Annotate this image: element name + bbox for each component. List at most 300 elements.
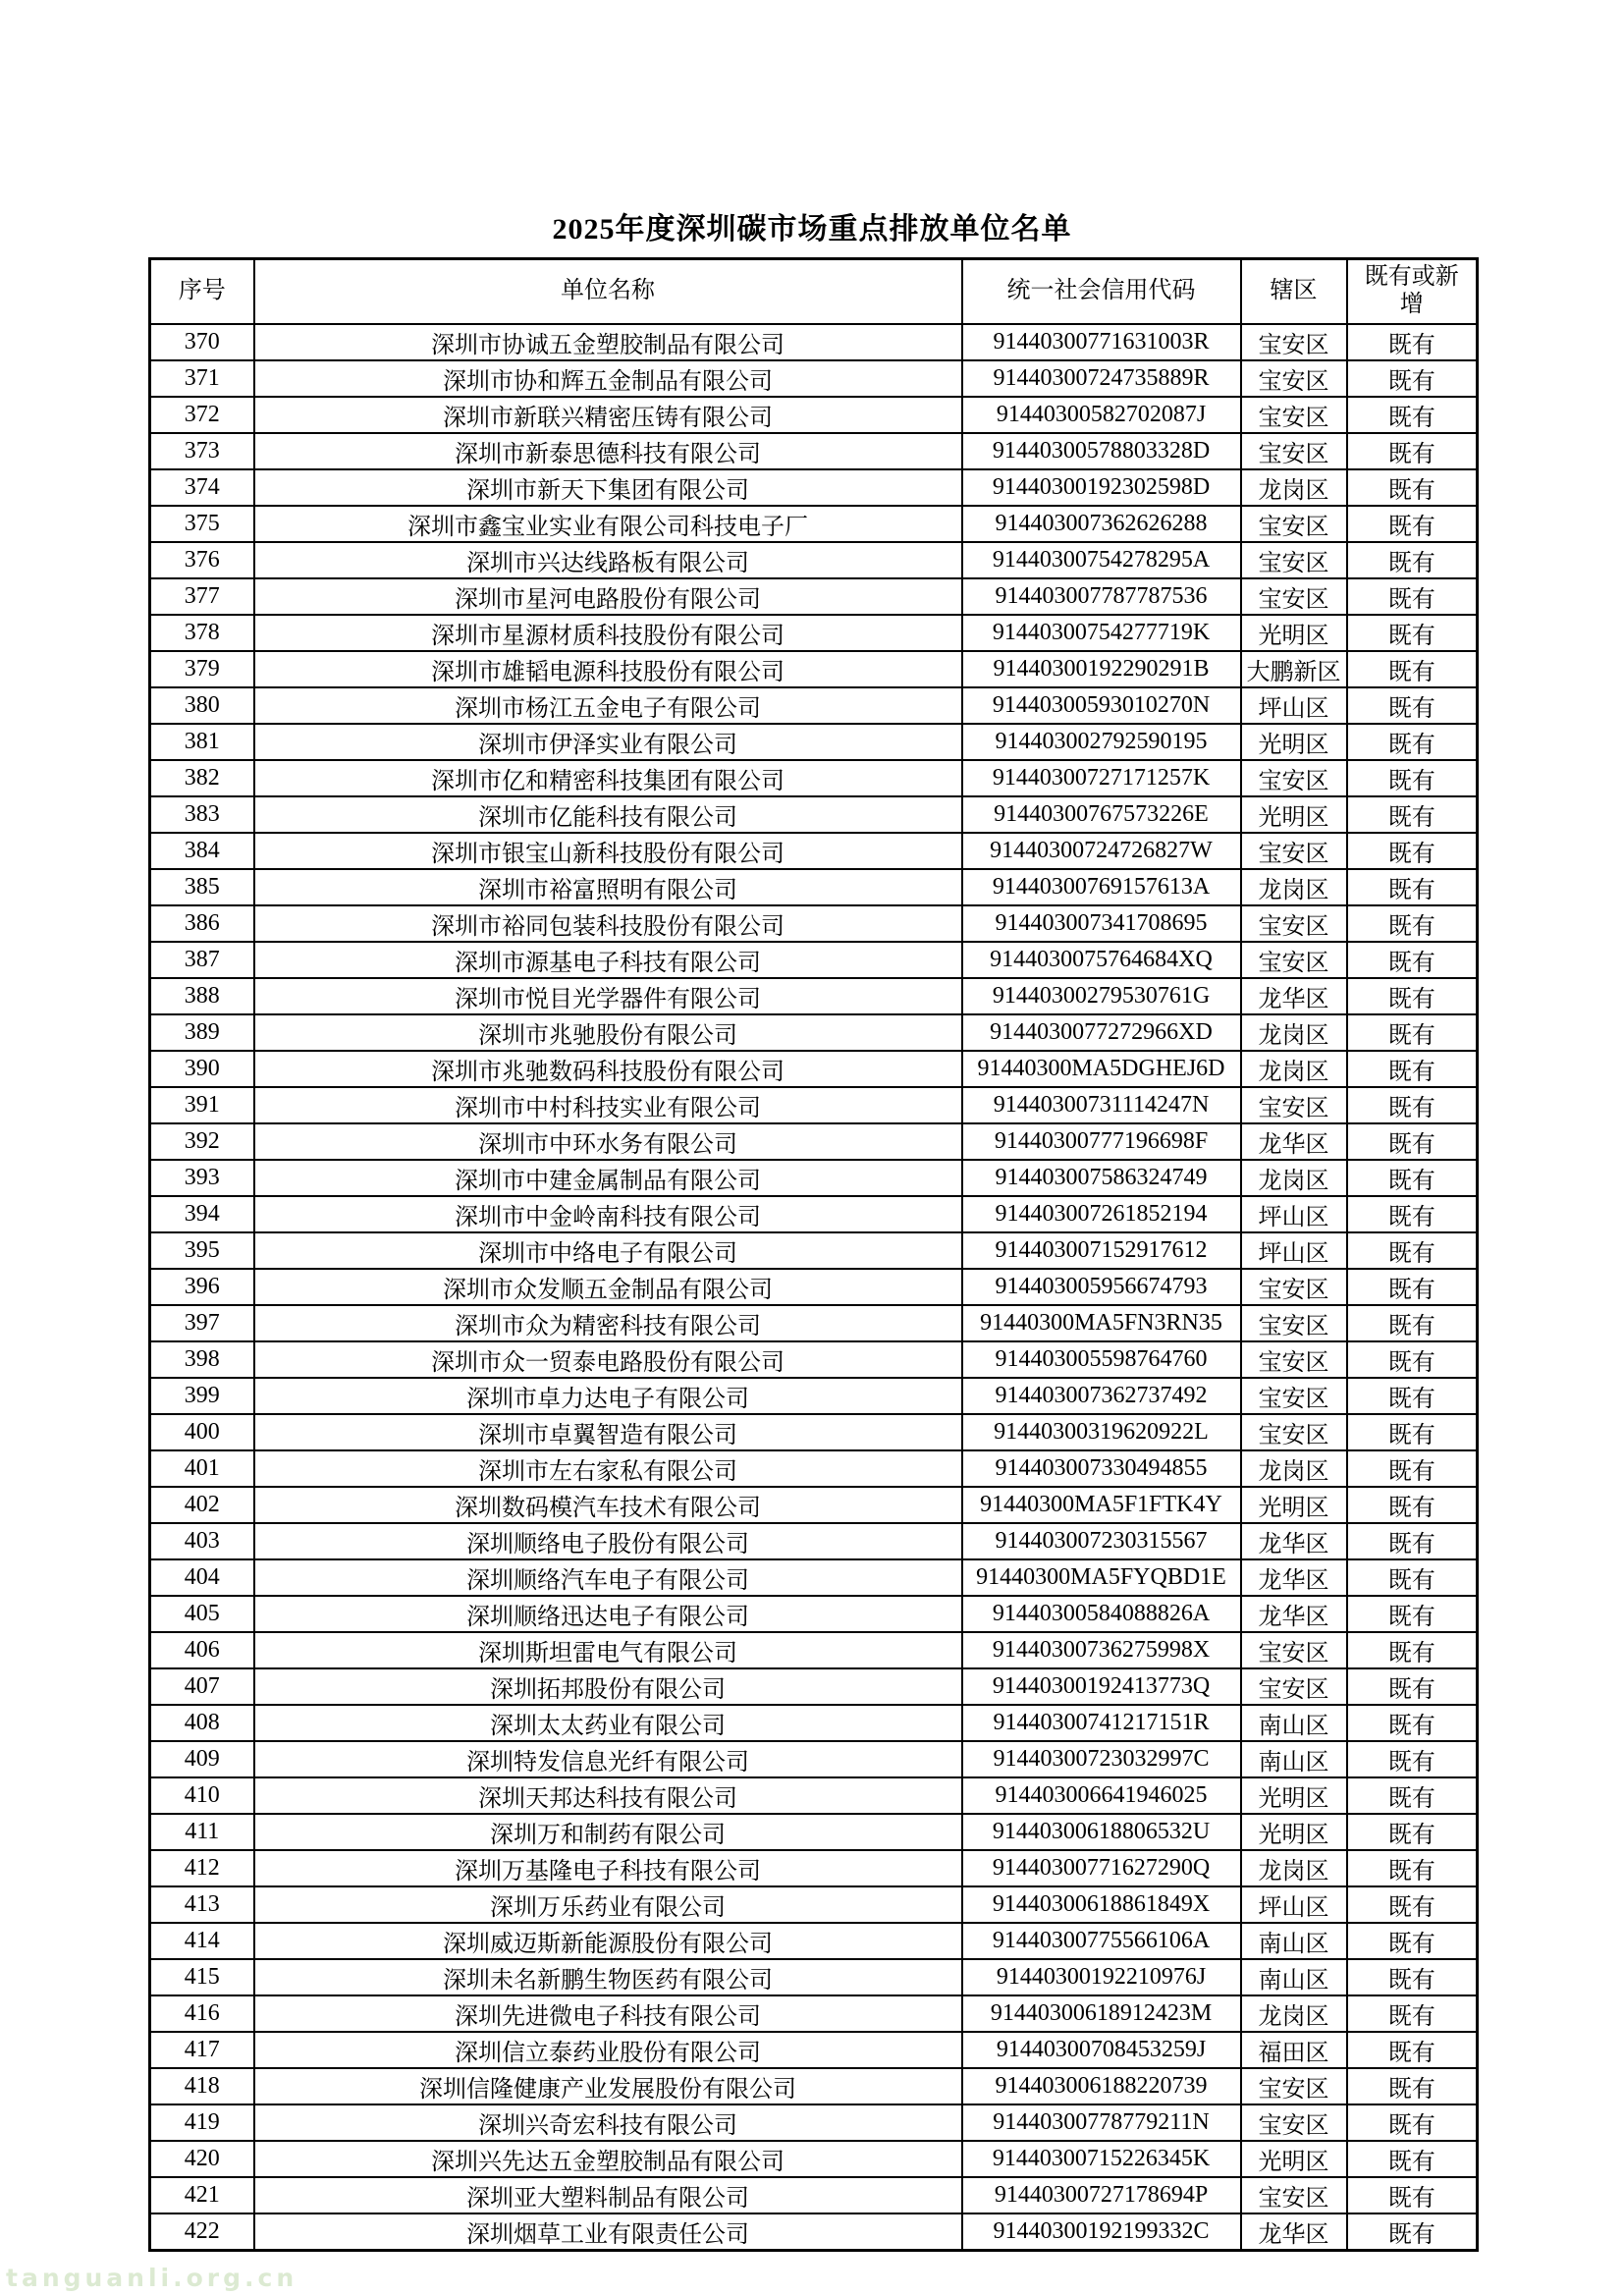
cell-name: 深圳万和制药有限公司 [254,1814,962,1850]
cell-code: 9144030075764684XQ [962,942,1241,978]
cell-index: 411 [150,1814,254,1850]
cell-index: 397 [150,1305,254,1341]
cell-status: 既有 [1347,1814,1478,1850]
cell-district: 光明区 [1241,724,1347,760]
cell-code: 91440300584088826A [962,1596,1241,1632]
cell-code: 914403007362737492 [962,1378,1241,1414]
cell-name: 深圳斯坦雷电气有限公司 [254,1632,962,1668]
cell-code: 91440300192210976J [962,1959,1241,1995]
cell-name: 深圳市银宝山新科技股份有限公司 [254,833,962,869]
cell-index: 390 [150,1051,254,1087]
table-row [150,905,1478,942]
header-index-label: 序号 [178,277,226,303]
cell-district: 宝安区 [1241,542,1347,578]
cell-code: 914403007362626288 [962,506,1241,542]
header-name-label: 单位名称 [561,277,655,303]
cell-name: 深圳市亿能科技有限公司 [254,796,962,833]
cell-code: 91440300192290291B [962,651,1241,687]
cell-status: 既有 [1347,2141,1478,2177]
table-row [150,2141,1478,2177]
cell-index: 396 [150,1269,254,1305]
header-code [962,259,1241,324]
cell-name: 深圳数码模汽车技术有限公司 [254,1487,962,1523]
cell-index: 404 [150,1559,254,1596]
cell-name: 深圳市新泰思德科技有限公司 [254,433,962,469]
table-row [150,833,1478,869]
cell-district: 光明区 [1241,796,1347,833]
table-row [150,469,1478,506]
cell-code: 9144030077272966XD [962,1014,1241,1051]
cell-code: 91440300618861849X [962,1886,1241,1923]
cell-status: 既有 [1347,578,1478,615]
cell-district: 坪山区 [1241,1886,1347,1923]
cell-code: 91440300754278295A [962,542,1241,578]
table-row [150,1269,1478,1305]
cell-status: 既有 [1347,978,1478,1014]
cell-district: 宝安区 [1241,1414,1347,1450]
cell-district: 宝安区 [1241,760,1347,796]
cell-name: 深圳市众为精密科技有限公司 [254,1305,962,1341]
cell-code: 914403005598764760 [962,1341,1241,1378]
cell-index: 419 [150,2104,254,2141]
table-row [150,724,1478,760]
cell-status: 既有 [1347,2032,1478,2068]
cell-district: 宝安区 [1241,2177,1347,2213]
cell-district: 南山区 [1241,1741,1347,1777]
cell-district: 龙华区 [1241,1596,1347,1632]
cell-code: 914403002792590195 [962,724,1241,760]
table-row [150,2213,1478,2251]
cell-code: 91440300MA5F1FTK4Y [962,1487,1241,1523]
cell-code: 914403007586324749 [962,1160,1241,1196]
cell-code: 91440300578803328D [962,433,1241,469]
cell-name: 深圳市新天下集团有限公司 [254,469,962,506]
cell-index: 409 [150,1741,254,1777]
table-row [150,1051,1478,1087]
cell-index: 413 [150,1886,254,1923]
cell-index: 378 [150,615,254,651]
header-row [150,259,1478,324]
cell-district: 宝安区 [1241,324,1347,360]
cell-index: 373 [150,433,254,469]
cell-status: 既有 [1347,1123,1478,1160]
table-row [150,1814,1478,1850]
cell-name: 深圳市悦目光学器件有限公司 [254,978,962,1014]
cell-code: 91440300736275998X [962,1632,1241,1668]
cell-status: 既有 [1347,1305,1478,1341]
cell-code: 91440300778779211N [962,2104,1241,2141]
cell-name: 深圳亚大塑料制品有限公司 [254,2177,962,2213]
table-row [150,1487,1478,1523]
cell-district: 宝安区 [1241,2068,1347,2104]
table-row [150,2104,1478,2141]
table-row [150,1741,1478,1777]
cell-district: 宝安区 [1241,1341,1347,1378]
watermark-text: tanguanli.org.cn [6,2264,298,2292]
cell-district: 南山区 [1241,1959,1347,1995]
table-row [150,1559,1478,1596]
cell-name: 深圳未名新鹏生物医药有限公司 [254,1959,962,1995]
cell-district: 光明区 [1241,2141,1347,2177]
cell-index: 393 [150,1160,254,1196]
header-district [1241,259,1347,324]
table-row [150,542,1478,578]
cell-district: 龙华区 [1241,1523,1347,1559]
cell-status: 既有 [1347,1850,1478,1886]
table-row [150,1777,1478,1814]
cell-code: 91440300727171257K [962,760,1241,796]
cell-index: 382 [150,760,254,796]
table-row [150,687,1478,724]
cell-name: 深圳天邦达科技有限公司 [254,1777,962,1814]
cell-status: 既有 [1347,2177,1478,2213]
cell-index: 405 [150,1596,254,1632]
cell-index: 406 [150,1632,254,1668]
cell-code: 91440300MA5DGHEJ6D [962,1051,1241,1087]
cell-status: 既有 [1347,869,1478,905]
cell-district: 龙岗区 [1241,469,1347,506]
cell-code: 91440300771627290Q [962,1850,1241,1886]
cell-status: 既有 [1347,1886,1478,1923]
cell-name: 深圳威迈斯新能源股份有限公司 [254,1923,962,1959]
units-table-container [148,257,1476,2252]
cell-index: 392 [150,1123,254,1160]
cell-district: 龙华区 [1241,1559,1347,1596]
cell-name: 深圳市兆驰股份有限公司 [254,1014,962,1051]
cell-status: 既有 [1347,360,1478,397]
cell-district: 坪山区 [1241,687,1347,724]
table-row [150,2068,1478,2104]
table-row [150,1632,1478,1668]
cell-district: 龙岗区 [1241,1450,1347,1487]
table-row [150,1850,1478,1886]
table-row [150,1196,1478,1232]
cell-district: 宝安区 [1241,2104,1347,2141]
cell-status: 既有 [1347,1523,1478,1559]
cell-district: 龙岗区 [1241,1995,1347,2032]
table-row [150,1014,1478,1051]
units-table [148,257,1479,2252]
cell-name: 深圳市星源材质科技股份有限公司 [254,615,962,651]
cell-index: 395 [150,1232,254,1269]
cell-district: 龙岗区 [1241,1160,1347,1196]
cell-status: 既有 [1347,433,1478,469]
cell-code: 91440300724735889R [962,360,1241,397]
table-row [150,1087,1478,1123]
cell-name: 深圳顺络电子股份有限公司 [254,1523,962,1559]
cell-status: 既有 [1347,942,1478,978]
cell-index: 415 [150,1959,254,1995]
cell-district: 光明区 [1241,1487,1347,1523]
cell-index: 379 [150,651,254,687]
cell-code: 91440300279530761G [962,978,1241,1014]
cell-status: 既有 [1347,724,1478,760]
cell-name: 深圳烟草工业有限责任公司 [254,2213,962,2251]
table-row [150,1596,1478,1632]
cell-code: 91440300319620922L [962,1414,1241,1450]
cell-district: 宝安区 [1241,942,1347,978]
cell-index: 371 [150,360,254,397]
cell-index: 375 [150,506,254,542]
cell-name: 深圳市卓力达电子有限公司 [254,1378,962,1414]
cell-status: 既有 [1347,687,1478,724]
cell-status: 既有 [1347,1487,1478,1523]
cell-name: 深圳市中村科技实业有限公司 [254,1087,962,1123]
cell-name: 深圳市中络电子有限公司 [254,1232,962,1269]
table-row [150,397,1478,433]
cell-index: 387 [150,942,254,978]
cell-index: 412 [150,1850,254,1886]
cell-status: 既有 [1347,2213,1478,2251]
cell-index: 388 [150,978,254,1014]
cell-status: 既有 [1347,324,1478,360]
cell-name: 深圳顺络汽车电子有限公司 [254,1559,962,1596]
cell-code: 914403006188220739 [962,2068,1241,2104]
cell-district: 龙岗区 [1241,1051,1347,1087]
cell-name: 深圳市伊泽实业有限公司 [254,724,962,760]
table-row [150,615,1478,651]
table-row [150,433,1478,469]
cell-name: 深圳市中环水务有限公司 [254,1123,962,1160]
table-row [150,2177,1478,2213]
cell-code: 91440300192413773Q [962,1668,1241,1705]
cell-district: 龙华区 [1241,978,1347,1014]
table-row [150,1450,1478,1487]
cell-code: 91440300741217151R [962,1705,1241,1741]
table-row [150,1668,1478,1705]
cell-status: 既有 [1347,397,1478,433]
cell-index: 398 [150,1341,254,1378]
cell-status: 既有 [1347,469,1478,506]
cell-district: 南山区 [1241,1923,1347,1959]
cell-name: 深圳兴奇宏科技有限公司 [254,2104,962,2141]
cell-status: 既有 [1347,1705,1478,1741]
cell-status: 既有 [1347,1596,1478,1632]
cell-status: 既有 [1347,1051,1478,1087]
cell-index: 402 [150,1487,254,1523]
cell-name: 深圳市中建金属制品有限公司 [254,1160,962,1196]
cell-index: 418 [150,2068,254,2104]
cell-code: 914403007152917612 [962,1232,1241,1269]
cell-status: 既有 [1347,1196,1478,1232]
cell-index: 420 [150,2141,254,2177]
cell-status: 既有 [1347,1741,1478,1777]
cell-code: 91440300775566106A [962,1923,1241,1959]
cell-name: 深圳市卓翼智造有限公司 [254,1414,962,1450]
cell-status: 既有 [1347,796,1478,833]
cell-name: 深圳信立泰药业股份有限公司 [254,2032,962,2068]
cell-code: 91440300192199332C [962,2213,1241,2251]
cell-status: 既有 [1347,615,1478,651]
cell-code: 91440300769157613A [962,869,1241,905]
cell-status: 既有 [1347,651,1478,687]
cell-code: 91440300754277719K [962,615,1241,651]
cell-district: 宝安区 [1241,433,1347,469]
cell-name: 深圳市星河电路股份有限公司 [254,578,962,615]
header-district-label: 辖区 [1270,277,1318,303]
cell-index: 389 [150,1014,254,1051]
cell-district: 宝安区 [1241,905,1347,942]
cell-district: 宝安区 [1241,506,1347,542]
table-row [150,506,1478,542]
cell-district: 宝安区 [1241,1668,1347,1705]
cell-name: 深圳特发信息光纤有限公司 [254,1741,962,1777]
table-row [150,796,1478,833]
cell-district: 光明区 [1241,1777,1347,1814]
cell-status: 既有 [1347,905,1478,942]
cell-index: 421 [150,2177,254,2213]
table-row [150,760,1478,796]
cell-code: 914403007330494855 [962,1450,1241,1487]
cell-index: 376 [150,542,254,578]
cell-district: 宝安区 [1241,1087,1347,1123]
cell-district: 宝安区 [1241,360,1347,397]
cell-status: 既有 [1347,1414,1478,1450]
cell-status: 既有 [1347,1632,1478,1668]
cell-district: 坪山区 [1241,1232,1347,1269]
cell-index: 377 [150,578,254,615]
cell-name: 深圳市雄韬电源科技股份有限公司 [254,651,962,687]
table-row [150,1523,1478,1559]
cell-name: 深圳顺络迅达电子有限公司 [254,1596,962,1632]
cell-name: 深圳万乐药业有限公司 [254,1886,962,1923]
cell-name: 深圳拓邦股份有限公司 [254,1668,962,1705]
cell-code: 91440300727178694P [962,2177,1241,2213]
cell-name: 深圳市兆驰数码科技股份有限公司 [254,1051,962,1087]
cell-code: 91440300777196698F [962,1123,1241,1160]
cell-index: 407 [150,1668,254,1705]
cell-status: 既有 [1347,1777,1478,1814]
cell-name: 深圳万基隆电子科技有限公司 [254,1850,962,1886]
cell-code: 91440300192302598D [962,469,1241,506]
cell-district: 宝安区 [1241,1632,1347,1668]
table-row [150,869,1478,905]
table-row [150,360,1478,397]
table-body [150,324,1478,2251]
cell-index: 416 [150,1995,254,2032]
cell-district: 宝安区 [1241,397,1347,433]
cell-index: 384 [150,833,254,869]
cell-index: 410 [150,1777,254,1814]
cell-code: 914403006641946025 [962,1777,1241,1814]
cell-district: 龙华区 [1241,1123,1347,1160]
cell-name: 深圳市左右家私有限公司 [254,1450,962,1487]
table-row [150,1923,1478,1959]
cell-code: 914403007230315567 [962,1523,1241,1559]
header-status-label: 既有或新增 [1364,264,1459,317]
cell-district: 大鹏新区 [1241,651,1347,687]
table-row [150,942,1478,978]
cell-index: 383 [150,796,254,833]
cell-name: 深圳兴先达五金塑胶制品有限公司 [254,2141,962,2177]
table-row [150,1886,1478,1923]
cell-district: 光明区 [1241,1814,1347,1850]
table-row [150,978,1478,1014]
cell-code: 91440300MA5FN3RN35 [962,1305,1241,1341]
cell-name: 深圳市亿和精密科技集团有限公司 [254,760,962,796]
cell-index: 399 [150,1378,254,1414]
cell-name: 深圳市源基电子科技有限公司 [254,942,962,978]
cell-district: 宝安区 [1241,1269,1347,1305]
table-row [150,1378,1478,1414]
cell-code: 91440300723032997C [962,1741,1241,1777]
cell-index: 408 [150,1705,254,1741]
cell-name: 深圳先进微电子科技有限公司 [254,1995,962,2032]
cell-code: 914403007787787536 [962,578,1241,615]
cell-code: 91440300724726827W [962,833,1241,869]
cell-code: 91440300715226345K [962,2141,1241,2177]
header-status [1347,259,1478,324]
cell-code: 91440300771631003R [962,324,1241,360]
cell-name: 深圳市众一贸泰电路股份有限公司 [254,1341,962,1378]
header-index [150,259,254,324]
cell-index: 414 [150,1923,254,1959]
cell-district: 宝安区 [1241,1305,1347,1341]
cell-status: 既有 [1347,1269,1478,1305]
cell-index: 394 [150,1196,254,1232]
cell-status: 既有 [1347,1668,1478,1705]
cell-index: 400 [150,1414,254,1450]
cell-status: 既有 [1347,1014,1478,1051]
cell-code: 91440300731114247N [962,1087,1241,1123]
cell-index: 380 [150,687,254,724]
cell-code: 914403005956674793 [962,1269,1241,1305]
cell-status: 既有 [1347,1995,1478,2032]
cell-district: 光明区 [1241,615,1347,651]
cell-index: 374 [150,469,254,506]
cell-index: 417 [150,2032,254,2068]
cell-status: 既有 [1347,1923,1478,1959]
cell-district: 龙岗区 [1241,1850,1347,1886]
table-row [150,578,1478,615]
cell-status: 既有 [1347,760,1478,796]
cell-name: 深圳太太药业有限公司 [254,1705,962,1741]
cell-status: 既有 [1347,1087,1478,1123]
cell-index: 386 [150,905,254,942]
page-title: 2025年度深圳碳市场重点排放单位名单 [552,213,1072,246]
cell-code: 91440300582702087J [962,397,1241,433]
cell-index: 372 [150,397,254,433]
cell-district: 南山区 [1241,1705,1347,1741]
cell-district: 宝安区 [1241,578,1347,615]
cell-index: 391 [150,1087,254,1123]
cell-index: 385 [150,869,254,905]
cell-name: 深圳市杨江五金电子有限公司 [254,687,962,724]
cell-code: 91440300MA5FYQBD1E [962,1559,1241,1596]
cell-status: 既有 [1347,1232,1478,1269]
cell-status: 既有 [1347,1959,1478,1995]
table-header [150,259,1478,324]
table-row [150,1414,1478,1450]
cell-code: 914403007341708695 [962,905,1241,942]
cell-status: 既有 [1347,833,1478,869]
cell-status: 既有 [1347,1450,1478,1487]
table-row [150,651,1478,687]
cell-index: 370 [150,324,254,360]
table-row [150,1160,1478,1196]
cell-index: 422 [150,2213,254,2251]
cell-status: 既有 [1347,506,1478,542]
table-row [150,1995,1478,2032]
cell-district: 龙华区 [1241,2213,1347,2251]
cell-district: 福田区 [1241,2032,1347,2068]
cell-district: 宝安区 [1241,833,1347,869]
header-name [254,259,962,324]
cell-status: 既有 [1347,2104,1478,2141]
table-row [150,1341,1478,1378]
cell-code: 91440300767573226E [962,796,1241,833]
cell-name: 深圳市裕富照明有限公司 [254,869,962,905]
